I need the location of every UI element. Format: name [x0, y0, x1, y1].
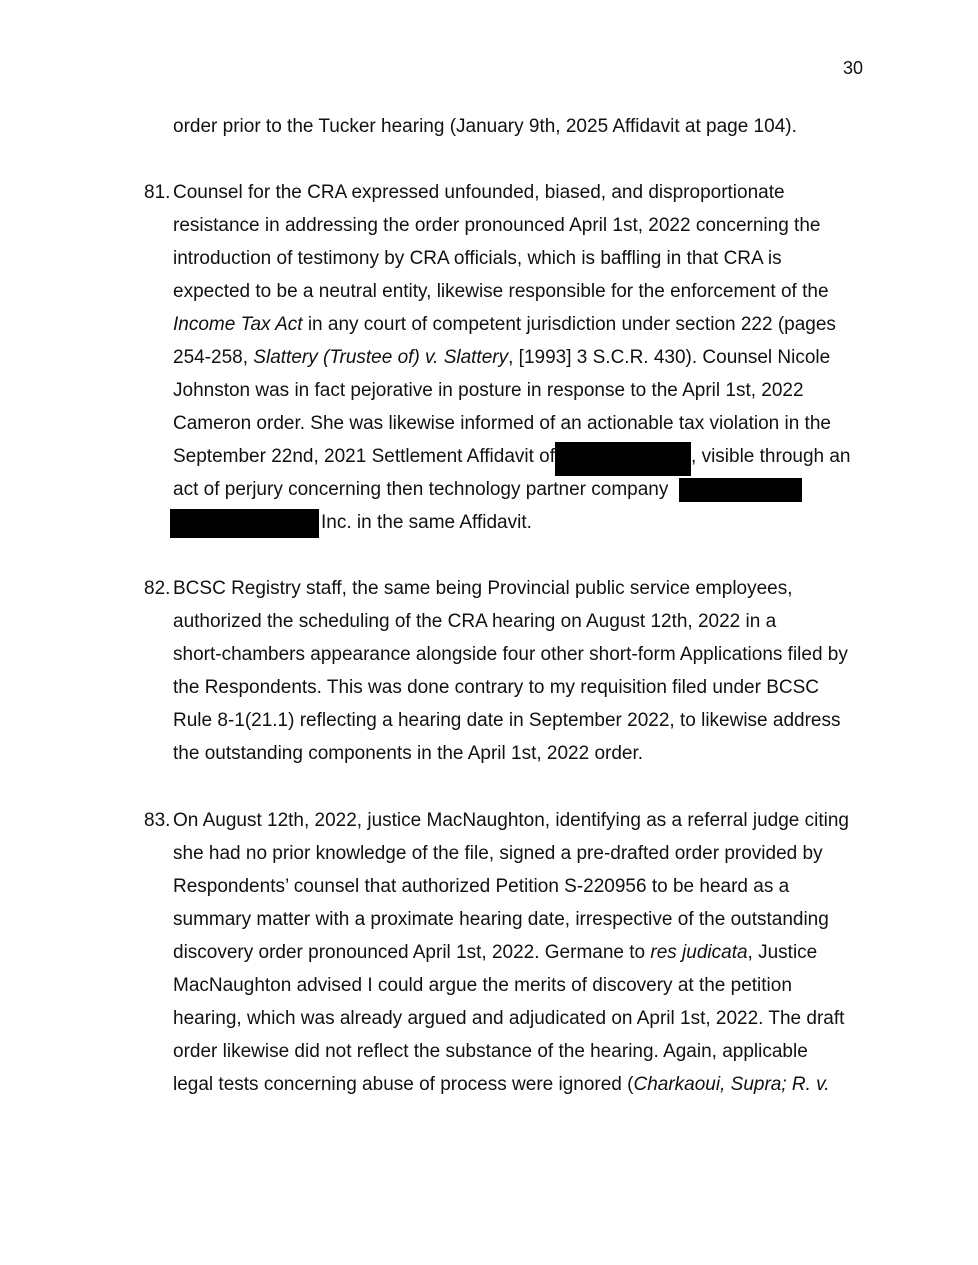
- text-span: , Justice: [747, 942, 818, 963]
- p83-line: she had no prior knowledge of the file, signed a pre-drafted order provided by: [173, 843, 823, 864]
- p83-line: MacNaughton advised I could argue the merits of discovery at the petition: [173, 975, 792, 996]
- p82-line: the Respondents. This was done contrary to my requisition filed under BCSC: [173, 677, 819, 698]
- continuation-line: order prior to the Tucker hearing (January 9th, 2025 Affidavit at page 104).: [173, 116, 797, 137]
- p81-line: [173, 446, 851, 476]
- text-span: , [1993] 3 S.C.R. 430). Counsel Nicole: [508, 347, 831, 368]
- paragraph-81-number: 81.: [144, 182, 171, 203]
- p82-line: the outstanding components in the April 1st, 2022 order.: [173, 743, 644, 764]
- p81-line: act of perjury concerning then technology partner company: [173, 479, 669, 500]
- p81-line: resistance in addressing the order pronounced April 1st, 2022 concerning the: [173, 215, 821, 236]
- text-span: discovery order pronounced April 1st, 2022. Germane to: [173, 942, 651, 963]
- p83-line: order likewise did not reflect the substance of the hearing. Again, applicable: [173, 1041, 808, 1062]
- p83-line: [173, 942, 817, 964]
- paragraph-83-number: 83.: [144, 810, 171, 831]
- p82-line: authorized the scheduling of the CRA hearing on August 12th, 2022 in a: [173, 611, 777, 632]
- p81-line: Inc. in the same Affidavit.: [321, 512, 532, 533]
- redaction-block: [555, 442, 691, 476]
- p81-line: [173, 347, 830, 369]
- p81-line: expected to be a neutral entity, likewise responsible for the enforcement of the: [173, 281, 829, 302]
- latin-term-italic: res judicata: [650, 942, 748, 963]
- text-span: in any court of competent jurisdiction under section 222 (pages: [302, 314, 836, 335]
- redaction-block: [679, 478, 802, 502]
- p81-line: introduction of testimony by CRA officials, which is baffling in that CRA is: [173, 248, 782, 269]
- p83-line: hearing, which was already argued and adjudicated on April 1st, 2022. The draft: [173, 1008, 845, 1029]
- p81-line: Cameron order. She was likewise informed of an actionable tax violation in the: [173, 413, 831, 434]
- p82-line: BCSC Registry staff, the same being Provincial public service employees,: [173, 578, 793, 599]
- paragraph-82-number: 82.: [144, 578, 171, 599]
- text-span: 254-258,: [173, 347, 254, 368]
- page-number: 30: [842, 58, 863, 78]
- p82-line: short-chambers appearance alongside four other short-form Applications filed by: [173, 644, 848, 665]
- act-title-italic: Income Tax Act: [173, 314, 303, 335]
- text-span: September 22nd, 2021 Settlement Affidavit of: [173, 446, 556, 467]
- text-span: , visible through an: [691, 446, 851, 467]
- case-citation-italic: Slattery (Trustee of) v. Slattery: [253, 347, 509, 368]
- text-span: legal tests concerning abuse of process were ignored (: [173, 1074, 634, 1095]
- p81-line: [173, 314, 836, 336]
- redaction-block: [170, 509, 319, 538]
- p81-line: Counsel for the CRA expressed unfounded, biased, and disproportionate: [173, 182, 785, 203]
- p83-line: summary matter with a proximate hearing date, irrespective of the outstanding: [173, 909, 829, 930]
- p83-line: Respondents’ counsel that authorized Petition S-220956 to be heard as a: [173, 876, 790, 897]
- case-citation-italic: Charkaoui, Supra; R. v.: [633, 1074, 830, 1095]
- p81-line: Johnston was in fact pejorative in posture in response to the April 1st, 2022: [173, 380, 804, 401]
- p83-line: [173, 1074, 830, 1096]
- p82-line: Rule 8-1(21.1) reflecting a hearing date in September 2022, to likewise address: [173, 710, 841, 731]
- p83-line: On August 12th, 2022, justice MacNaughton, identifying as a referral judge citing: [173, 810, 849, 831]
